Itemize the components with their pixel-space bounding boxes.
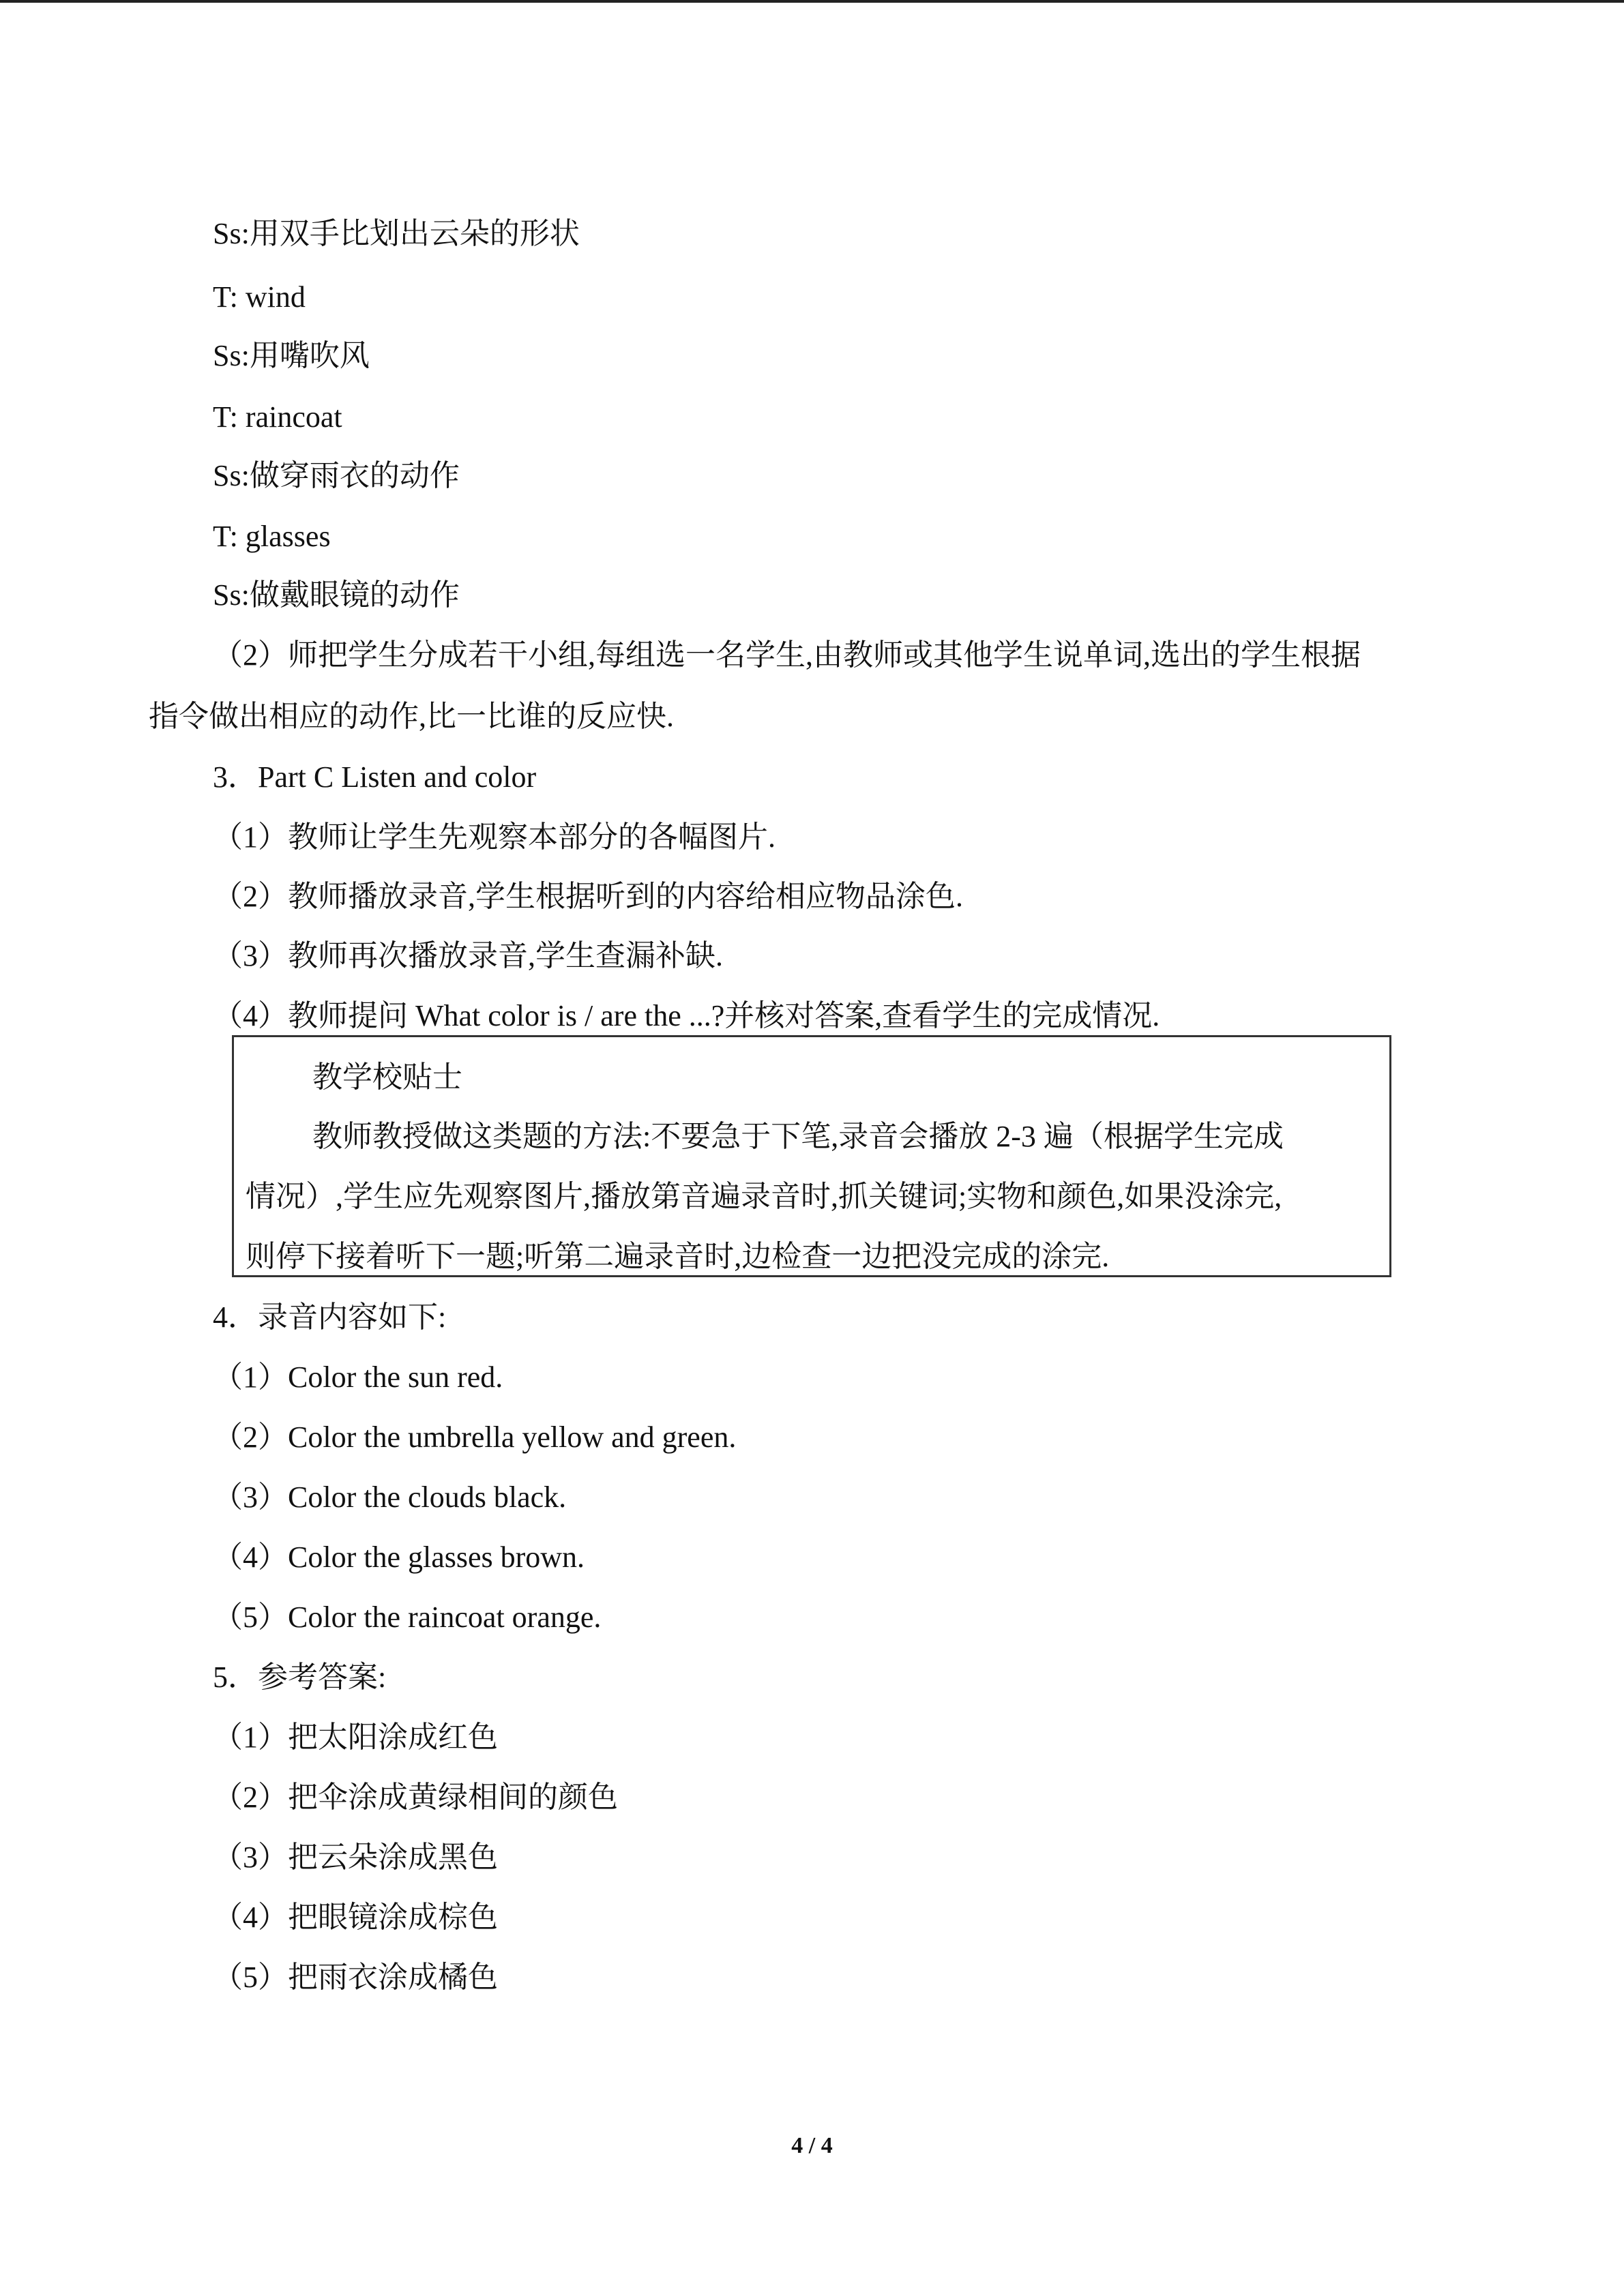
recording-item: （3）Color the clouds black. — [213, 1480, 567, 1514]
part-c-step: （2）教师播放录音,学生根据听到的内容给相应物品涂色. — [213, 880, 963, 913]
tips-line: 教师教授做这类题的方法:不要急于下笔,录音会播放 2-3 遍（根据学生完成 — [312, 1120, 1284, 1153]
dialogue-line: T: raincoat — [213, 400, 342, 434]
recording-item: （4）Color the glasses brown. — [213, 1540, 585, 1574]
answer-item: （3）把云朵涂成黑色 — [213, 1840, 498, 1874]
dialogue-line: Ss:用双手比划出云朵的形状 — [213, 217, 580, 250]
part-c-step: （1）教师让学生先观察本部分的各幅图片. — [213, 820, 776, 854]
answer-item: （1）把太阳涂成红色 — [213, 1720, 498, 1754]
dialogue-line: T: glasses — [213, 520, 331, 553]
tips-line: 则停下接着听下一题;听第二遍录音时,边检查一边把没完成的涂完. — [246, 1240, 1110, 1273]
answer-item: （4）把眼镜涂成棕色 — [213, 1900, 498, 1934]
dialogue-line: Ss:做戴眼镜的动作 — [213, 578, 460, 612]
recording-item: （2）Color the umbrella yellow and green. — [213, 1420, 737, 1454]
recording-heading: 4．录音内容如下: — [213, 1300, 447, 1334]
page-number: 4 / 4 — [791, 2133, 833, 2158]
dialogue-line: Ss:用嘴吹风 — [213, 339, 370, 372]
dialogue-line: T: wind — [213, 280, 306, 314]
answers-heading: 5．参考答案: — [213, 1660, 387, 1694]
page-top-border — [0, 0, 1624, 3]
dialogue-line: Ss:做穿雨衣的动作 — [213, 459, 460, 492]
part-c-heading: 3．Part C Listen and color — [213, 760, 537, 794]
recording-item: （1）Color the sun red. — [213, 1360, 503, 1394]
answer-item: （2）把伞涂成黄绿相间的颜色 — [213, 1780, 618, 1814]
group-activity-line-2: 指令做出相应的动作,比一比谁的反应快. — [149, 700, 674, 733]
part-c-step: （3）教师再次播放录音,学生查漏补缺. — [213, 939, 723, 972]
answer-item: （5）把雨衣涂成橘色 — [213, 1960, 498, 1994]
group-activity-line-1: （2）师把学生分成若干小组,每组选一名学生,由教师或其他学生说单词,选出的学生根据 — [213, 638, 1361, 672]
recording-item: （5）Color the raincoat orange. — [213, 1600, 602, 1634]
part-c-step: （4）教师提问 What color is / are the ...?并核对答案,查看学生的完成情况. — [213, 999, 1160, 1032]
tips-line: 情况）,学生应先观察图片,播放第音遍录音时,抓关键词;实物和颜色,如果没涂完, — [246, 1180, 1282, 1213]
tips-title: 教学校贴士 — [312, 1060, 462, 1094]
